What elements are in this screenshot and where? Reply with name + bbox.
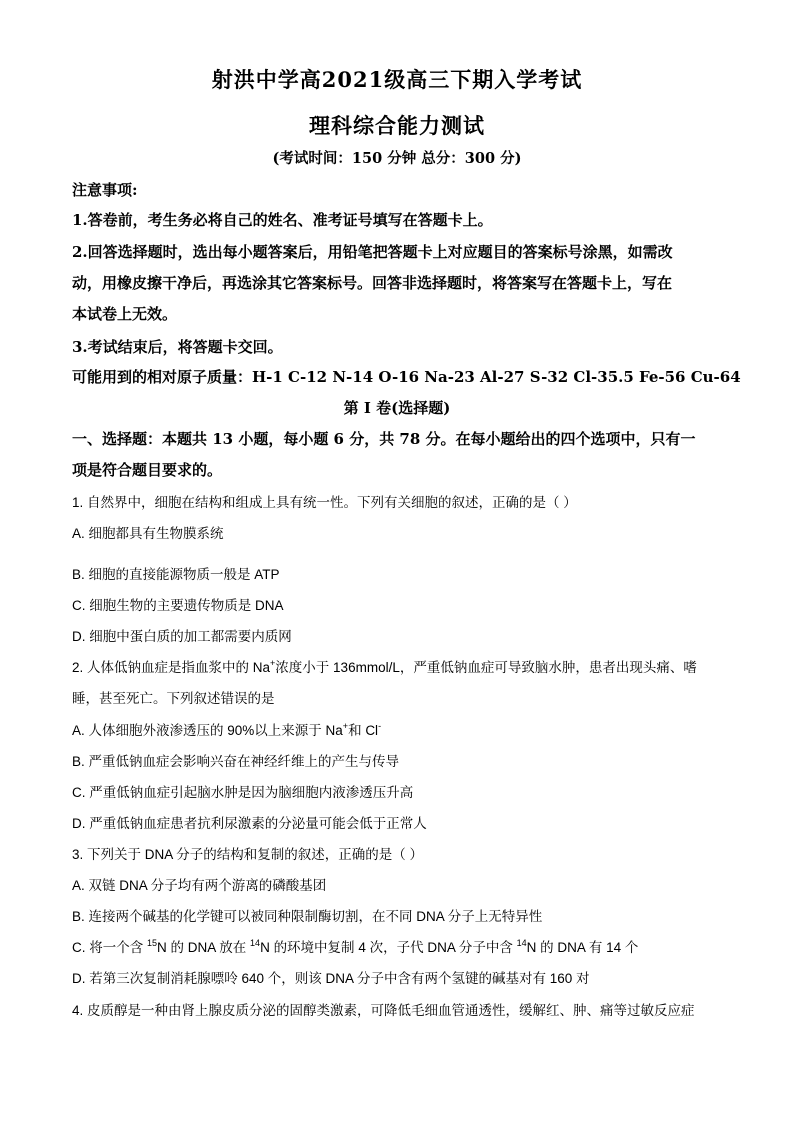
question-1-option-c: C. 细胞生物的主要遗传物质是 DNA: [72, 598, 284, 613]
question-2-option-d: D. 严重低钠血症患者抗利尿激素的分泌量可能会低于正常人: [72, 816, 427, 831]
question-3-option-c: C. 将一个含 $^{15}$N 的 DNA 放在 $^{14}$N 的环境中复制 4 次，子代 DNA 分子中含 $^{14}$N 的 DNA 有 14 个: [72, 938, 639, 955]
question-2-option-c: C. 严重低钠血症引起脑水肿是因为脑细胞内液渗透压升高: [72, 785, 414, 800]
notes-item-2-line-2: 动，用橡皮擦干净后，再选涂其它答案标号。回答非选择题时，将答案写在答题卡上，写在: [72, 274, 673, 292]
exam-title: 射洪中学高2021级高三下期入学考试: [211, 67, 583, 92]
notes-heading: 注意事项:: [72, 181, 138, 199]
question-1-option-d: D. 细胞中蛋白质的加工都需要内质网: [72, 629, 292, 644]
section-title: 第 I 卷(选择题): [343, 399, 451, 417]
notes-item-1: 1.答卷前，考生务必将自己的姓名、准考证号填写在答题卡上。: [72, 211, 493, 229]
question-2-option-b: B. 严重低钠血症会影响兴奋在神经纤维上的产生与传导: [72, 754, 400, 769]
notes-item-3: 3.考试结束后，将答题卡交回。: [72, 338, 283, 356]
question-3-option-b: B. 连接两个碱基的化学键可以被同种限制酶切割，在不同 DNA 分子上无特异性: [72, 909, 543, 924]
question-4-stem: 4. 皮质醇是一种由肾上腺皮质分泌的固醇类激素，可降低毛细血管通透性，缓解红、肿、痛等过敏反应症: [72, 1003, 695, 1018]
section-instruction-line-2: 项是符合题目要求的。: [72, 461, 223, 479]
notes-item-2-line-1: 2.回答选择题时，选出每小题答案后，用铅笔把答题卡上对应题目的答案标号涂黑，如需改: [72, 243, 673, 261]
question-2-stem-line-1: 2. 人体低钠血症是指血浆中的 Na+浓度小于 136mmol/L，严重低钠血症可导致脑水肿，患者出现头痛、嗜: [72, 658, 697, 675]
question-3-option-a: A. 双链 DNA 分子均有两个游离的磷酸基团: [72, 878, 327, 893]
exam-subject: 理科综合能力测试: [309, 113, 485, 138]
question-1-stem: 1. 自然界中，细胞在结构和组成上具有统一性。下列有关细胞的叙述，正确的是（ ）: [72, 495, 577, 510]
question-3-option-d: D. 若第三次复制消耗腺嘌呤 640 个，则该 DNA 分子中含有两个氢键的碱基对有 160 对: [72, 971, 590, 986]
exam-info: (考试时间：150 分钟 总分：300 分): [272, 150, 522, 167]
question-3-stem: 3. 下列关于 DNA 分子的结构和复制的叙述，正确的是（ ）: [72, 847, 424, 862]
notes-item-2-line-3: 本试卷上无效。: [72, 305, 178, 323]
question-2-option-a: A. 人体细胞外液渗透压的 90%以上来源于 Na+和 Cl-: [72, 721, 382, 738]
section-instruction-line-1: 一、选择题：本题共 13 小题，每小题 6 分，共 78 分。在每小题给出的四个选项中，只有一: [72, 430, 696, 448]
question-1-option-a: A. 细胞都具有生物膜系统: [72, 526, 224, 541]
question-1-option-b: B. 细胞的直接能源物质一般是 ATP: [72, 567, 280, 582]
question-2-stem-line-2: 睡，甚至死亡。下列叙述错误的是: [72, 691, 275, 706]
atomic-masses: 可能用到的相对原子质量：H-1 C-12 N-14 O-16 Na-23 Al-27 S-32 Cl-35.5 Fe-56 Cu-64: [72, 368, 741, 386]
